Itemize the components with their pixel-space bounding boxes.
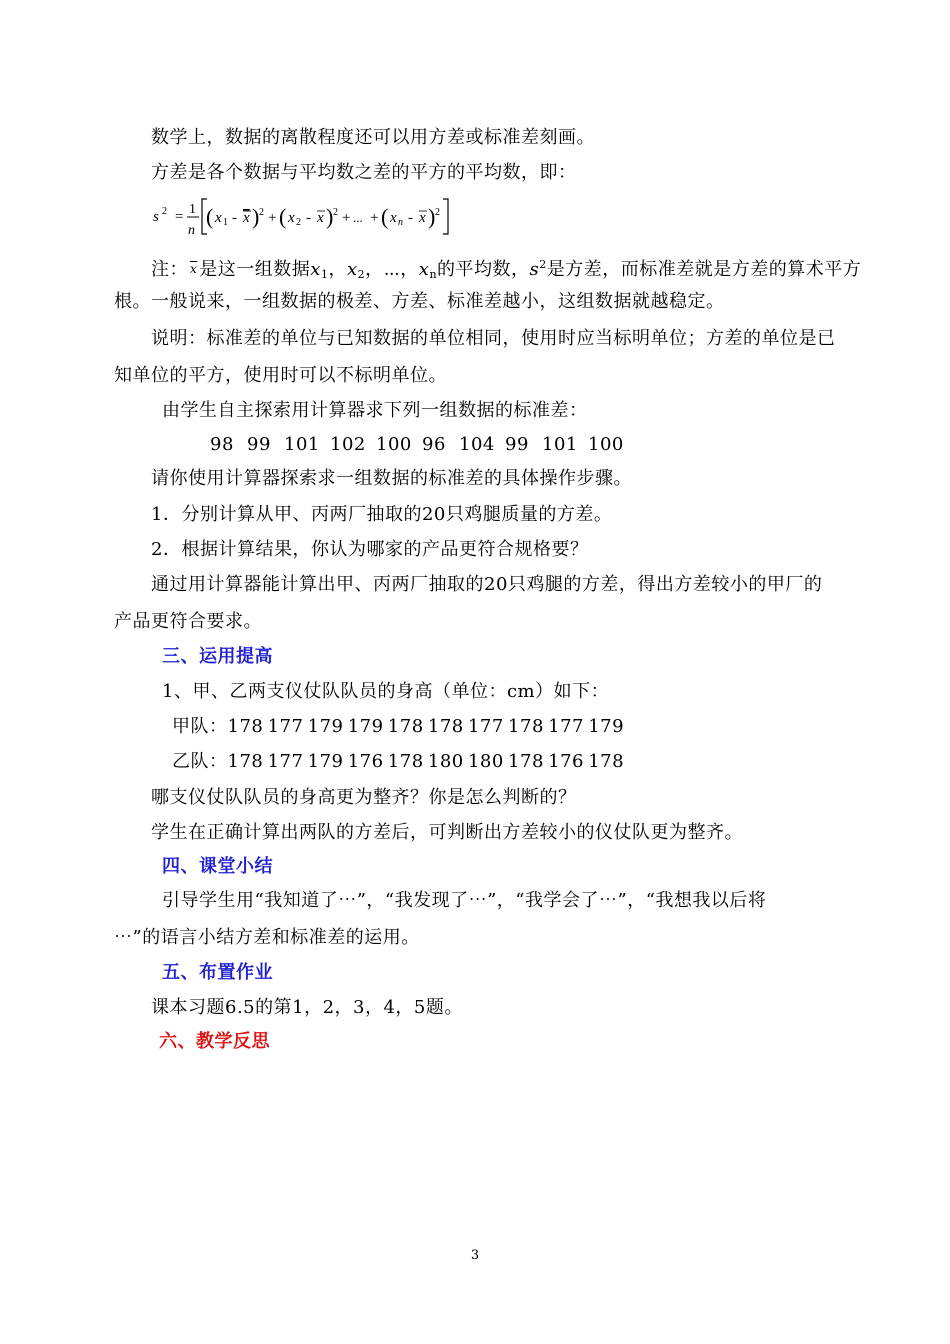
svg-text:1: 1 (223, 217, 228, 228)
data-value: 99 (505, 434, 529, 455)
data-value: 98 (210, 434, 234, 455)
exercise-1: 1、甲、乙两支仪仗队队员的身高（单位：cm）如下： (162, 681, 610, 702)
data-value: 100 (376, 434, 412, 455)
svg-text:2: 2 (296, 217, 301, 228)
svg-text:+: + (342, 210, 351, 226)
section-heading-4: 四、课堂小结 (162, 856, 273, 877)
svg-text:x: x (215, 210, 222, 226)
formula-lhs: s (153, 209, 159, 225)
exercise-question: 哪支仪仗队队员的身高更为整齐？你是怎么判断的？ (151, 787, 577, 808)
svg-text:(: ( (279, 204, 287, 229)
svg-text:2: 2 (333, 207, 338, 218)
conclusion-line-2: 产品更符合要求。 (114, 611, 262, 632)
page-number: 3 (470, 1248, 480, 1263)
svg-text:n: n (398, 217, 403, 228)
data-value: 99 (247, 434, 271, 455)
question-1: 1．分别计算从甲、丙两厂抽取的20只鸡腿质量的方差。 (151, 504, 613, 525)
calculator-prompt: 请你使用计算器探索求一组数据的标准差的具体操作步骤。 (151, 468, 632, 489)
explanation-line-1: 说明：标准差的单位与已知数据的单位相同，使用时应当标明单位；方差的单位是已 (151, 328, 836, 349)
formula-lhs-exp: 2 (162, 206, 167, 217)
conclusion-line-1: 通过用计算器能计算出甲、丙两厂抽取的20只鸡腿的方差，得出方差较小的甲厂的 (151, 574, 823, 595)
svg-text:x: x (243, 210, 250, 226)
svg-text:): ) (428, 204, 436, 229)
data-value: 101 (542, 434, 578, 455)
paragraph-dispersion: 数学上，数据的离散程度还可以用方差或标准差刻画。 (151, 127, 595, 148)
data-value: 100 (588, 434, 624, 455)
data-value: 102 (330, 434, 366, 455)
svg-text:-: - (306, 210, 311, 226)
formula-frac-den: n (188, 223, 195, 238)
svg-text:(: ( (381, 204, 389, 229)
formula-eq: = (175, 209, 184, 225)
paragraph-variance-definition: 方差是各个数据与平均数之差的平方的平均数，即： (151, 162, 577, 183)
svg-text:-: - (408, 210, 413, 226)
data-value: 96 (422, 434, 446, 455)
formula-paren-open-1: ( (206, 204, 214, 229)
section-heading-6: 六、教学反思 (159, 1031, 270, 1052)
xbar-symbol: $\overline{x}$ (190, 262, 198, 276)
svg-text:...: ... (353, 210, 363, 225)
data-value: 101 (284, 434, 320, 455)
svg-text:+: + (370, 210, 379, 226)
svg-text:2: 2 (259, 207, 264, 218)
svg-text:2: 2 (435, 207, 440, 218)
explore-prompt: 由学生自主探索用计算器求下列一组数据的标准差： (162, 400, 588, 421)
data-value: 104 (459, 434, 495, 455)
svg-text:+: + (268, 210, 277, 226)
summary-line-2: ⋯”的语言小结方差和标准差的运用。 (114, 927, 420, 948)
team-b-heights: 乙队：178 177 179 176 178 180 180 178 176 178 (172, 751, 625, 772)
homework-line: 课本习题6.5的第1，2，3，4，5题。 (151, 997, 463, 1018)
section-heading-5: 五、布置作业 (162, 962, 273, 983)
section-heading-3: 三、运用提高 (162, 646, 273, 667)
svg-text:x: x (390, 210, 397, 226)
exercise-answer: 学生在正确计算出两队的方差后，可判断出方差较小的仪仗队更为整齐。 (151, 822, 743, 843)
svg-text:x: x (419, 210, 426, 226)
formula-frac-num: 1 (189, 202, 196, 217)
svg-text:): ) (326, 204, 334, 229)
svg-text:): ) (252, 204, 260, 229)
svg-text:-: - (232, 210, 237, 226)
variance-formula (151, 193, 461, 246)
explanation-line-2: 知单位的平方，使用时可以不标明单位。 (114, 365, 447, 386)
data-values-row (210, 433, 628, 457)
question-2: 2．根据计算结果，你认为哪家的产品更符合规格要？ (151, 539, 589, 560)
svg-text:x: x (288, 210, 295, 226)
summary-line-1: 引导学生用“我知道了⋯”，“我发现了⋯”，“我学会了⋯”，“我想我以后将 (162, 890, 767, 911)
note-line: 注： $\overline{x}$ 是这一组数据$x_1$，$x_2$，⋯，$x_n$的平均数，$s^2$是方差，而标准差就是方差的算术平方 (151, 258, 862, 281)
note-line-2: 根。一般说来，一组数据的极差、方差、标准差越小，这组数据就越稳定。 (114, 291, 725, 312)
svg-text:x: x (317, 210, 324, 226)
team-a-heights: 甲队：178 177 179 179 178 178 177 178 177 179 (172, 716, 625, 737)
